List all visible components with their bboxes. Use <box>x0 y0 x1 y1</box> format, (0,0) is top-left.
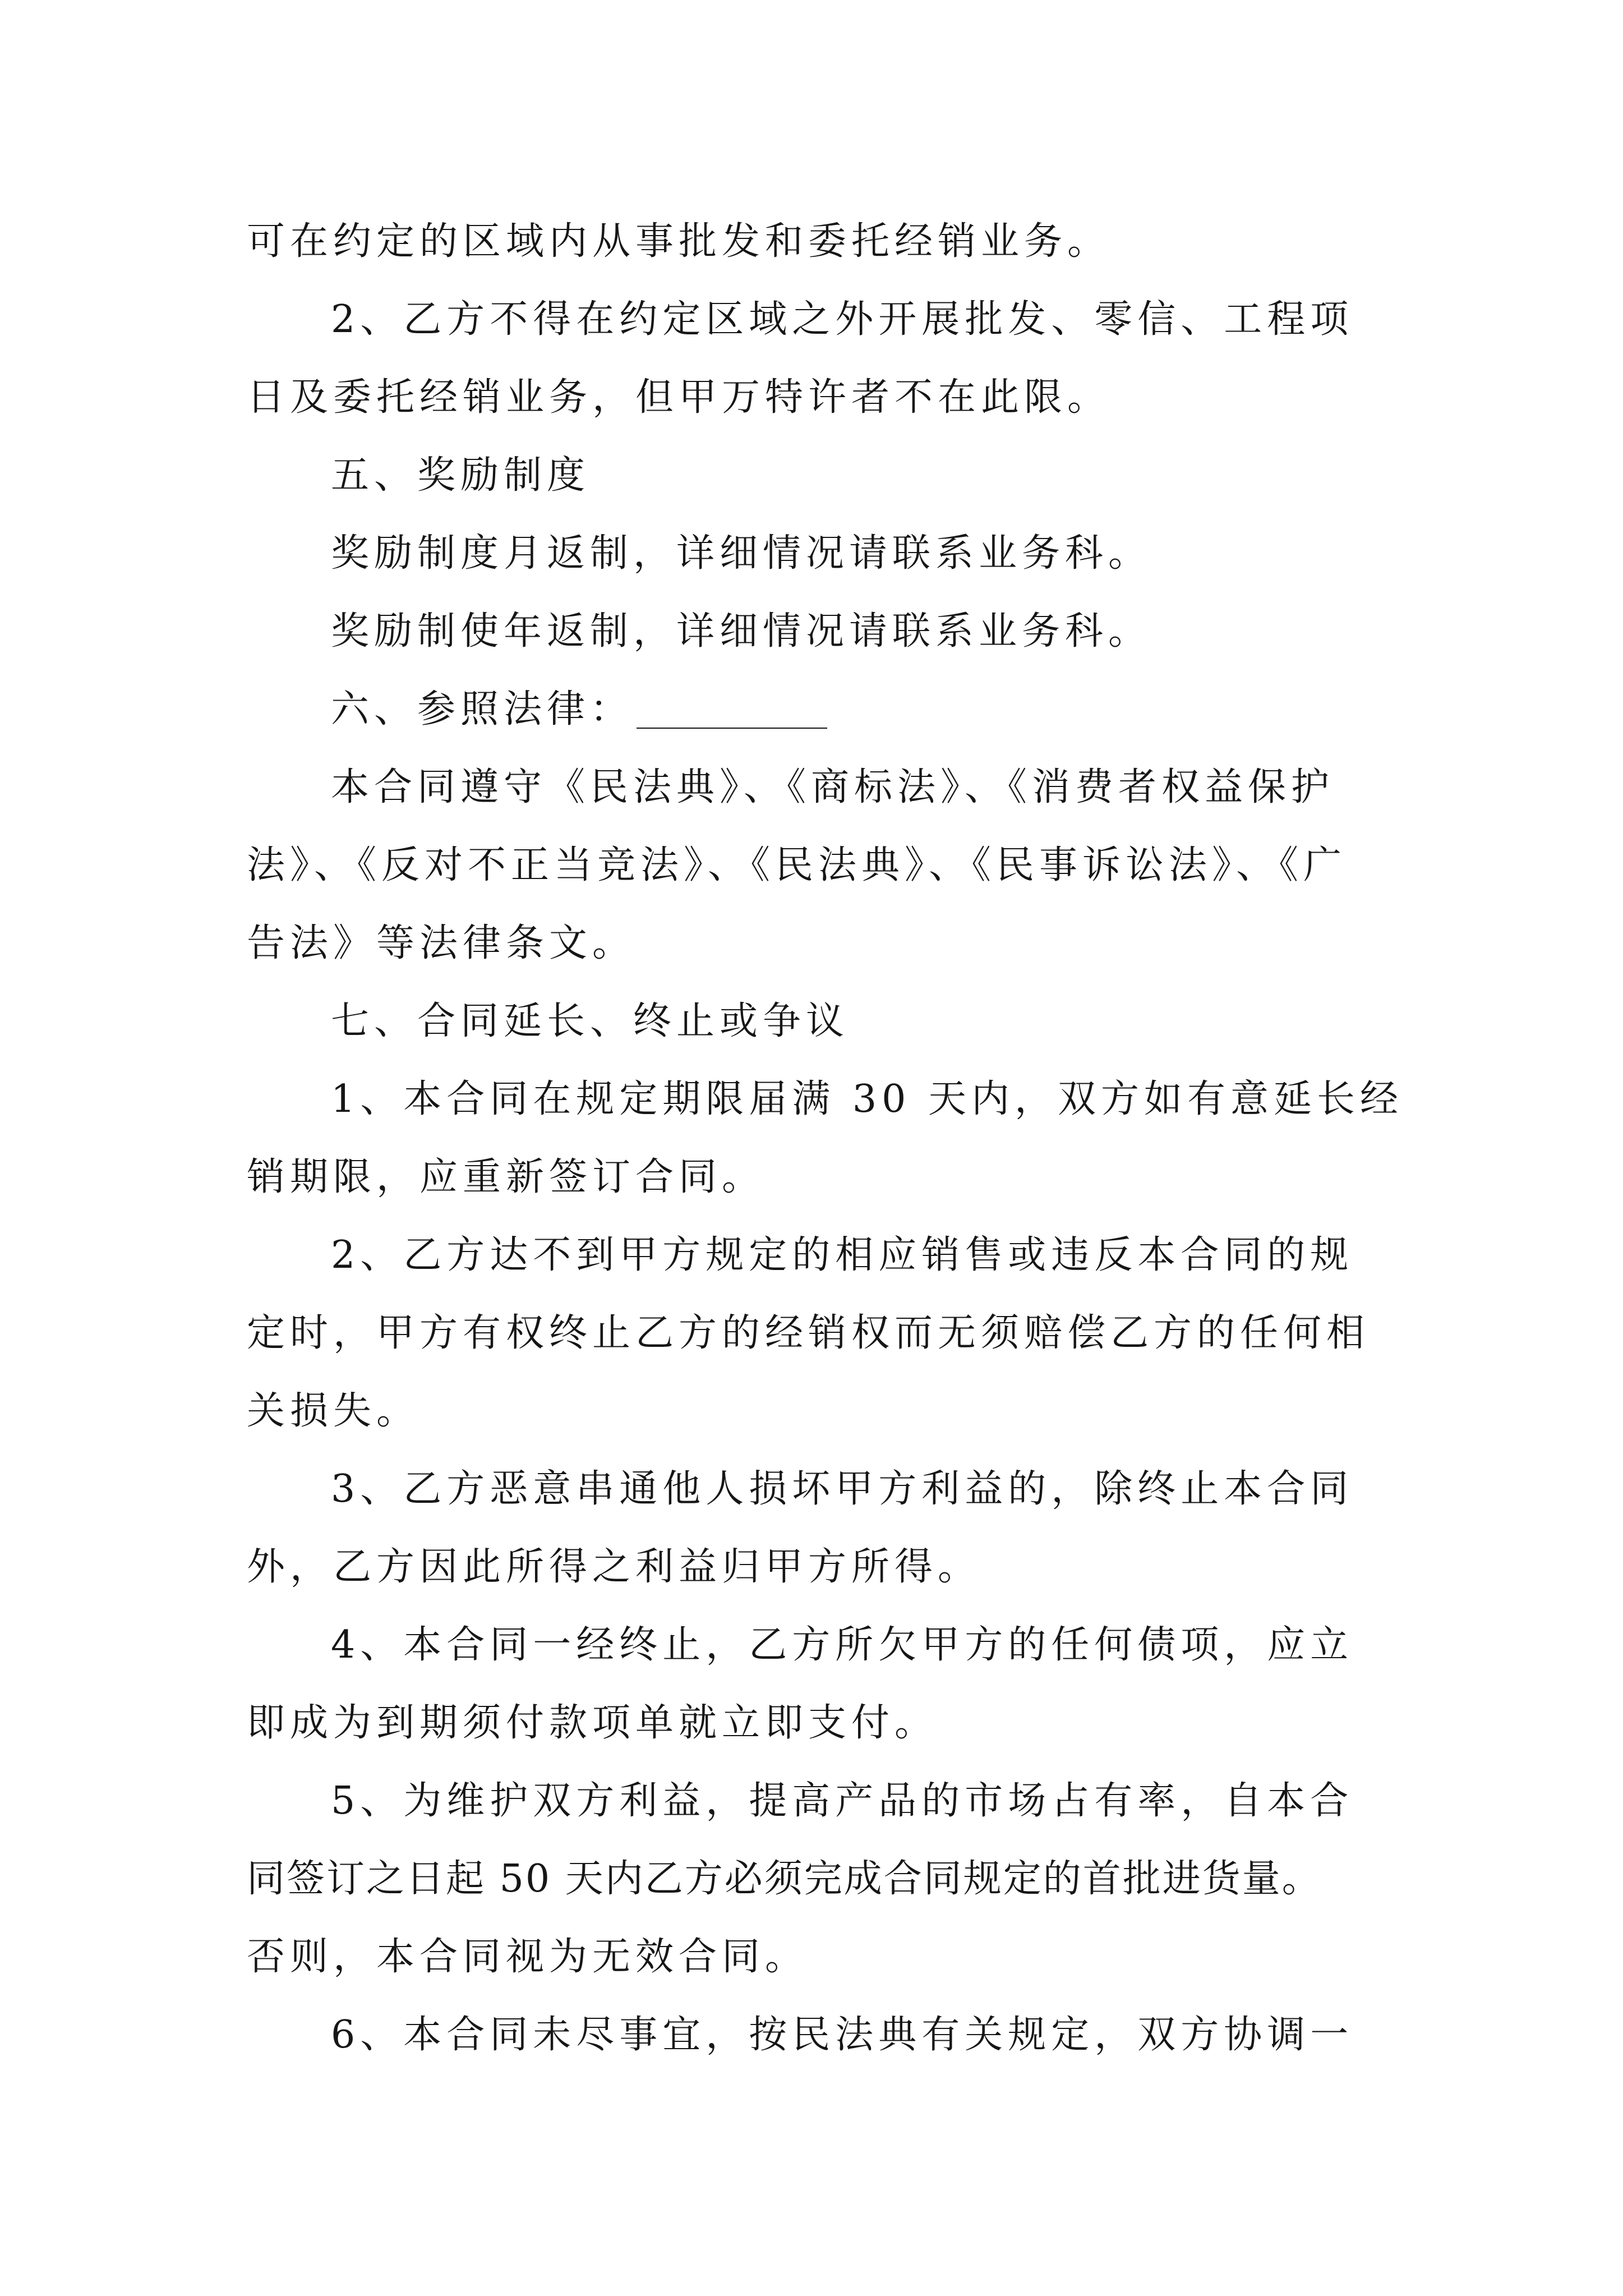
section-heading-extension: 七、合同延长、终止或争议 <box>331 999 850 1043</box>
text-line-5: 奖励制度月返制，详细情况请联系业务科。 <box>331 531 1152 576</box>
text-line-13: 销期限，应重新签订合同。 <box>247 1155 766 1199</box>
text-line-10: 告法》等法律条文。 <box>247 921 636 965</box>
text-line-22: 同签订之日起 50 天内乙方必须完成合同规定的首批进货量。 <box>247 1857 1322 1901</box>
text-line-21: 5、为维护双方利益，提高产品的市场占有率，自本合 <box>331 1779 1354 1823</box>
text-line-6: 奖励制使年返制，详细情况请联系业务科。 <box>331 609 1152 654</box>
text-line-14: 2、乙方达不到甲方规定的相应销售或违反本合同的规 <box>331 1233 1354 1277</box>
text-line-2: 2、乙方不得在约定区域之外开展批发、零信、工程项 <box>331 297 1354 342</box>
text-line-12: 1、本合同在规定期限届满 30 天内，双方如有意延长经 <box>331 1077 1404 1121</box>
text-line-1: 可在约定的区域内从事批发和委托经销业务。 <box>247 219 1111 264</box>
section-heading-laws <box>331 687 827 731</box>
section-heading-rewards: 五、奖励制度 <box>331 453 591 498</box>
text-line-23: 否则，本合同视为无效合同。 <box>247 1935 809 1979</box>
text-line-24: 6、本合同未尽事宜，按民法典有关规定，双方协调一 <box>331 2013 1354 2057</box>
text-line-17: 3、乙方恶意串通他人损坏甲方利益的，除终止本合同 <box>331 1467 1354 1511</box>
text-line-8: 本合同遵守《民法典》、《商标法》、《消费者权益保护 <box>331 765 1335 809</box>
text-line-3: 日及委托经销业务，但甲万特许者不在此限。 <box>247 375 1111 420</box>
text-line-16: 关损失。 <box>247 1389 420 1433</box>
fill-in-blank <box>637 691 827 729</box>
text-line-19: 4、本合同一经终止，乙方所欠甲方的任何债项，应立 <box>331 1623 1354 1667</box>
text-line-9: 法》、《反对不正当竞法》、《民法典》、《民事诉讼法》、《广 <box>247 843 1347 887</box>
section-heading-laws-label: 六、参照法律： <box>331 687 634 731</box>
text-line-20: 即成为到期须付款项单就立即支付。 <box>247 1701 938 1745</box>
text-line-15: 定时，甲方有权终止乙方的经销权而无须赔偿乙方的任何相 <box>247 1311 1370 1355</box>
text-line-18: 外，乙方因此所得之利益归甲方所得。 <box>247 1545 981 1589</box>
